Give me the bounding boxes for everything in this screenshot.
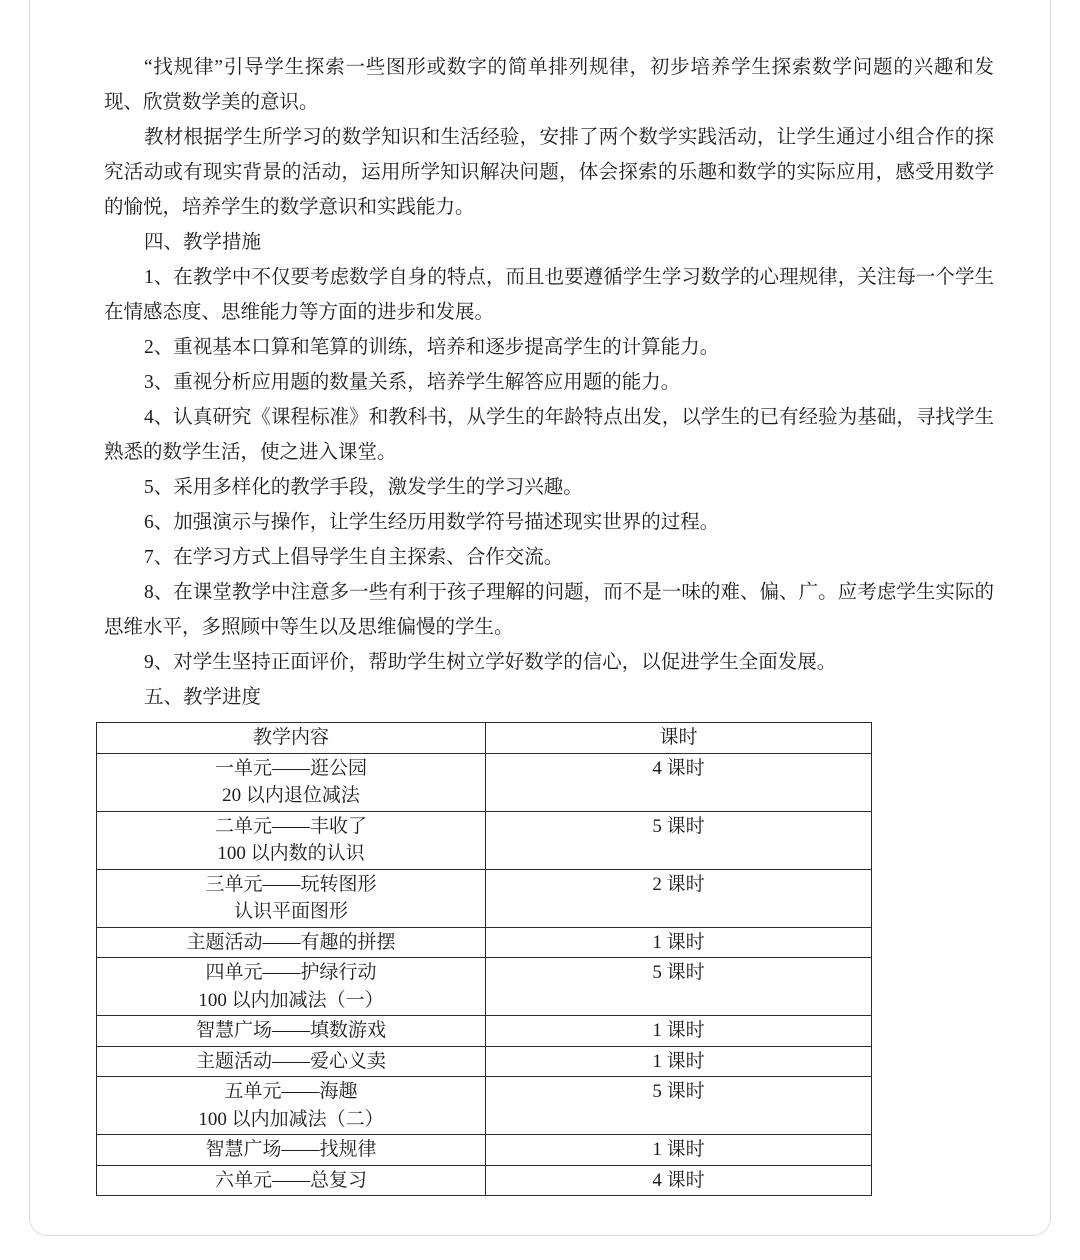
cell-unit-content	[97, 1016, 486, 1047]
measure-item-5: 5、采用多样化的教学手段，激发学生的学习兴趣。	[143, 477, 583, 498]
cell-hours: 1 课时	[486, 1135, 872, 1166]
content-line: 一单元——逛公园	[215, 757, 368, 779]
content-line: 三单元——玩转图形	[205, 873, 377, 895]
table-row	[97, 1077, 872, 1135]
cell-hours: 5 课时	[486, 958, 872, 1016]
content-line: 认识平面图形	[234, 901, 349, 922]
table-row	[97, 1046, 872, 1077]
paragraph-practice-activities: 教材根据学生所学习的数学知识和生活经验，安排了两个数学实践活动，让学生通过小组合作的探究活动或有现实背景的活动，运用所学知识解决问题，体会探索的乐趣和数学的实际应用，感受用数学的愉悦，培养学生的数学意识和实践能力。	[104, 127, 994, 218]
table-row	[97, 753, 872, 811]
cell-unit-content	[97, 1046, 486, 1077]
cell-unit-content	[97, 811, 486, 869]
cell-unit-content	[97, 1077, 486, 1135]
content-line: 四单元——护绿行动	[205, 962, 377, 983]
content-line: 六单元——总复习	[215, 1169, 368, 1191]
cell-hours: 4 课时	[486, 1165, 872, 1196]
content-line: 主题活动——爱心义卖	[196, 1050, 387, 1072]
content-line: 100 以内数的认识	[217, 843, 365, 864]
table-row	[97, 869, 872, 927]
content-line: 智慧广场——找规律	[205, 1139, 377, 1160]
measure-item-3: 3、重视分析应用题的数量关系，培养学生解答应用题的能力。	[143, 372, 681, 393]
measure-item-4: 4、认真研究《课程标准》和教科书，从学生的年龄特点出发，以学生的已有经验为基础，寻找学生熟悉的数学生活，使之进入课堂。	[104, 407, 994, 463]
section-heading-teaching-measures: 四、教学措施	[143, 232, 261, 253]
cell-hours: 1 课时	[486, 1016, 872, 1047]
cell-hours: 4 课时	[486, 753, 872, 811]
cell-hours: 1 课时	[486, 1046, 872, 1077]
content-line: 20 以内退位减法	[222, 785, 360, 806]
measure-item-6: 6、加强演示与操作，让学生经历用数学符号描述现实世界的过程。	[143, 512, 720, 533]
content-line: 五单元——海趣	[224, 1081, 358, 1102]
content-line: 100 以内加减法（一）	[198, 989, 384, 1011]
measure-item-1: 1、在教学中不仅要考虑数学自身的特点，而且也要遵循学生学习数学的心理规律，关注每一个学生在情感态度、思维能力等方面的进步和发展。	[104, 267, 994, 323]
table-header-content: 教学内容	[97, 723, 486, 754]
measure-item-7: 7、在学习方式上倡导学生自主探索、合作交流。	[143, 547, 564, 568]
table-row	[97, 1165, 872, 1196]
content-line: 二单元——丰收了	[215, 815, 368, 837]
cell-hours: 5 课时	[486, 1077, 872, 1135]
content-line: 主题活动——有趣的拼摆	[186, 931, 396, 953]
cell-unit-content	[97, 958, 486, 1016]
table-row	[97, 1135, 872, 1166]
cell-unit-content	[97, 1165, 486, 1196]
cell-unit-content	[97, 927, 486, 958]
cell-unit-content	[97, 1135, 486, 1166]
measure-item-9: 9、对学生坚持正面评价，帮助学生树立学好数学的信心，以促进学生全面发展。	[143, 652, 837, 673]
cell-hours: 5 课时	[486, 811, 872, 869]
teaching-schedule-table	[96, 722, 872, 1196]
table-header-row	[97, 723, 872, 754]
cell-unit-content	[97, 869, 486, 927]
table-row	[97, 958, 872, 1016]
table-row	[97, 1016, 872, 1047]
paragraph-find-pattern: “找规律”引导学生探索一些图形或数字的简单排列规律，初步培养学生探索数学问题的兴趣和发现、欣赏数学美的意识。	[104, 57, 994, 113]
content-line: 100 以内加减法（二）	[198, 1108, 384, 1130]
cell-hours: 2 课时	[486, 869, 872, 927]
table-header-hours: 课时	[486, 723, 872, 754]
content-line: 智慧广场——填数游戏	[196, 1020, 387, 1041]
section-heading-teaching-schedule: 五、教学进度	[143, 687, 261, 708]
table-row	[97, 927, 872, 958]
cell-unit-content	[97, 753, 486, 811]
cell-hours: 1 课时	[486, 927, 872, 958]
table-row	[97, 811, 872, 869]
measure-item-2: 2、重视基本口算和笔算的训练，培养和逐步提高学生的计算能力。	[143, 337, 720, 358]
measure-item-8: 8、在课堂教学中注意多一些有利于孩子理解的问题，而不是一味的难、偏、广。应考虑学生实际的思维水平，多照顾中等生以及思维偏慢的学生。	[104, 582, 994, 638]
